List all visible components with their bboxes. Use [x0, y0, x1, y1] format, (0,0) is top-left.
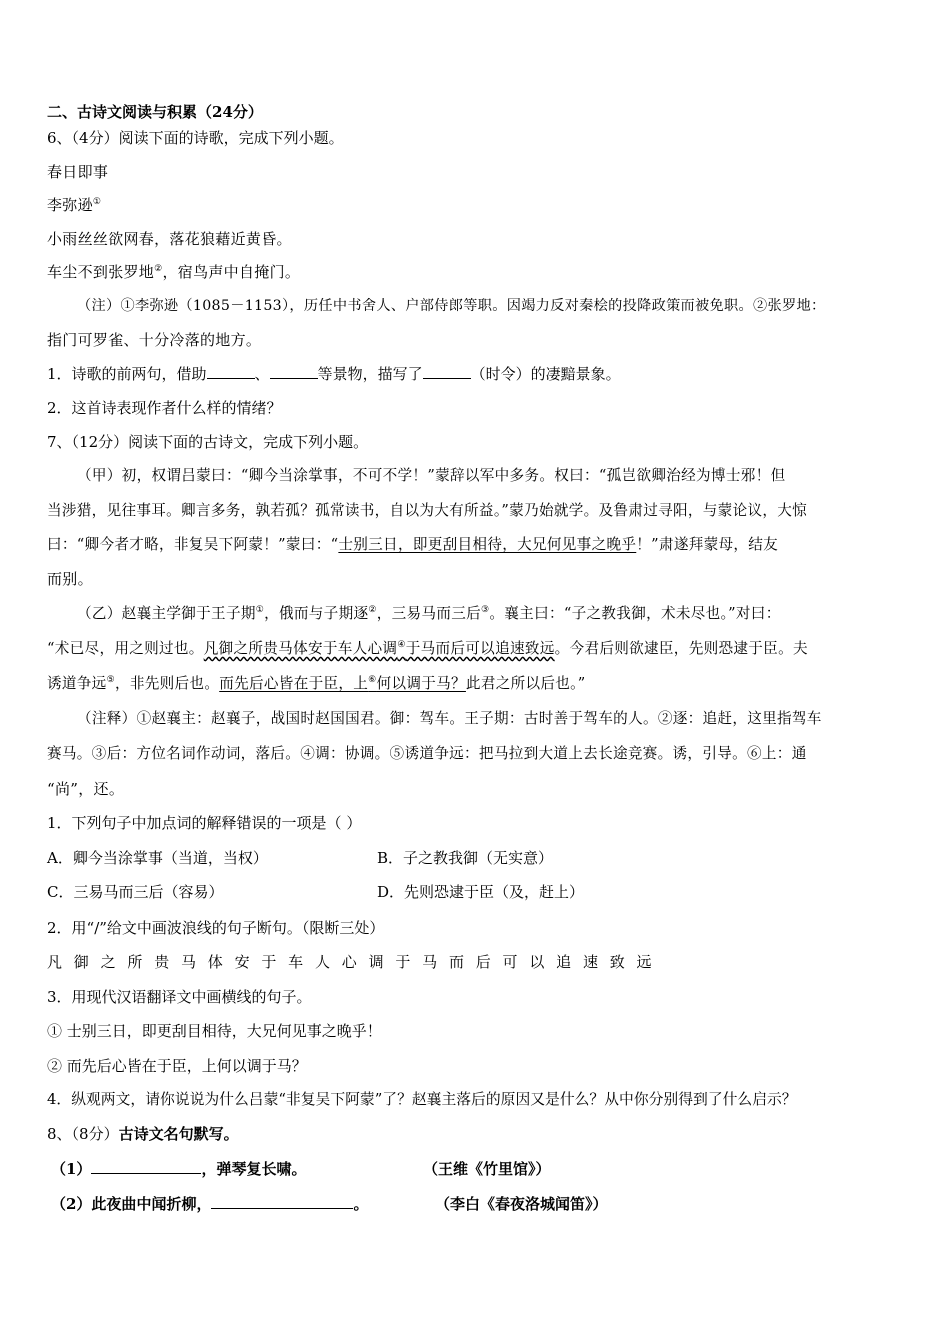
jia-text: ！”肃遂拜蒙母，结友 [636, 536, 779, 553]
sentence-char: 于 [261, 953, 277, 971]
sentence-char: 车 [288, 953, 304, 971]
q8-title: 古诗文名句默写。 [118, 1125, 239, 1143]
option-b[interactable]: B．子之教我御（无实意） [377, 849, 554, 867]
option-c[interactable]: C．三易马而三后（容易） [47, 883, 224, 901]
option-d[interactable]: D．先则恐逮于臣（及，赶上） [377, 883, 585, 901]
answer-blank[interactable] [207, 364, 255, 379]
translate-item-2: ② 而先后心皆在于臣，上何以调于马？ [47, 1057, 307, 1075]
q8-number: 8、（8分） [47, 1125, 119, 1143]
sentence-char: 以 [529, 953, 545, 971]
sentence-char: 之 [100, 953, 116, 971]
yi-text: ，非先则后也。 [114, 675, 220, 692]
passage-yi-line-3 [47, 674, 586, 694]
jia-text: 曰：“卿今者才略，非复吴下阿蒙！”蒙曰：“ [47, 536, 339, 553]
q6-sub1-text-c: 等景物，描写了 [317, 365, 423, 383]
poem-author-name: 李弥逊 [47, 196, 93, 214]
sentence-char: 远 [636, 953, 652, 971]
wavy-part: 凡御之所贵马体安于车人心调 [203, 640, 398, 657]
footnote-mark: ③ [481, 605, 490, 616]
sentence-char: 安 [234, 953, 250, 971]
answer-blank[interactable] [211, 1194, 353, 1209]
yi-text: 此君之所以后也。” [465, 675, 586, 692]
q6-subquestion-2: 2．这首诗表现作者什么样的情绪？ [47, 399, 282, 417]
footnote-mark: ① [255, 605, 265, 616]
passage-jia-line-1: （甲）初，权谓吕蒙曰：“卿今当涂掌事，不可不学！”蒙辞以军中多务。权曰：“孤岂欲卿治经为博士邪！但 [77, 467, 786, 484]
q8-l1-text: ，弹琴复长啸。 [201, 1160, 307, 1178]
sentence-char: 马 [180, 953, 196, 971]
section-title: 二、古诗文阅读与积累（24分） [47, 103, 263, 121]
q8-l2-end: 。 [353, 1195, 369, 1213]
poem-line-2 [47, 262, 300, 282]
q6-sub1-text-d: （时令）的凄黯景象。 [470, 365, 621, 383]
passage-yi-line-1 [47, 604, 781, 624]
passage-jia-line-3 [47, 535, 778, 555]
q6-subquestion-1 [47, 364, 621, 384]
q8-header [47, 1124, 239, 1144]
q7-subquestion-4: 4．纵观两文，请你说说为什么吕蒙“非复吴下阿蒙”了？赵襄主落后的原因又是什么？从中你分别得到了什么启示？ [47, 1091, 797, 1108]
q8-line-1 [47, 1159, 915, 1179]
sentence-char: 心 [341, 953, 357, 971]
yi-text: ，三易马而三后 [376, 605, 482, 622]
sentence-char: 马 [422, 953, 438, 971]
passage-jia-line-2: 当涉猎，见往事耳。卿言多务，孰若孤？孤常读书，自以为大有所益。”蒙乃始就学。及鲁肃过寻阳，与蒙论议，大惊 [47, 502, 808, 519]
yi-text: 。今君后则欲逮臣，先则恐逮于臣。夫 [554, 640, 808, 657]
yi-text: ，俄而与子期逐 [264, 605, 369, 622]
answer-blank[interactable] [423, 364, 471, 379]
q8-l1-source: （王维《竹里馆》） [423, 1160, 551, 1178]
q7-annotation-line-3: “尚”，还。 [47, 780, 125, 798]
sentence-char: 后 [475, 953, 491, 971]
q7-subquestion-1: 1．下列句子中加点词的解释错误的一项是（ ） [47, 814, 362, 832]
q8-line-2 [47, 1194, 915, 1214]
yi-text: （乙）赵襄主学御于王子期 [77, 605, 256, 622]
sentence-char: 调 [368, 953, 384, 971]
wavy-part: 于马而后可以追速致远 [405, 640, 555, 657]
q7-annotation-line-1: （注释）①赵襄主：赵襄子，战国时赵国国君。御：驾车。王子期：古时善于驾车的人。②逐：追赶，这里指驾车 [77, 710, 822, 727]
footnote-mark: ② [154, 264, 163, 274]
passage-yi-line-2 [47, 639, 808, 659]
poem-line-1: 小雨丝丝欲网春，落花狼藉近黄昏。 [47, 230, 292, 248]
answer-blank[interactable] [91, 1159, 201, 1174]
yi-text: 诱道争远 [47, 675, 107, 692]
sentence-char: 而 [448, 953, 464, 971]
q6-header: 6、（4分）阅读下面的诗歌，完成下列小题。 [47, 129, 344, 147]
q7-header: 7、（12分）阅读下面的古诗文，完成下列小题。 [47, 433, 369, 451]
poem-title: 春日即事 [47, 163, 109, 181]
q6-sub1-text-a: 1．诗歌的前两句，借助 [47, 365, 207, 383]
sentence-to-punctuate[interactable] [47, 952, 663, 972]
wavy-sentence [204, 640, 555, 657]
passage-jia-line-4: 而别。 [47, 570, 93, 588]
q7-subquestion-2: 2．用“/”给文中画波浪线的句子断句。（限断三处） [47, 919, 385, 937]
sentence-char: 凡 [47, 953, 63, 971]
footnote-mark: ④ [397, 640, 406, 651]
footnote-mark: ① [92, 197, 102, 207]
sentence-char: 可 [502, 953, 518, 971]
answer-blank[interactable] [270, 364, 318, 379]
q7-annotation-line-2: 赛马。③后：方位名词作动词，落后。④调：协调。⑤诱道争远：把马拉到大道上去长途竞赛。诱，引导。⑥上：通 [47, 745, 807, 762]
sentence-char: 贵 [154, 953, 170, 971]
sentence-char: 致 [609, 953, 625, 971]
q8-l2-source: （李白《春夜洛城闻笛》） [435, 1195, 608, 1213]
sentence-char: 速 [582, 953, 598, 971]
q6-note-line-1: （注）①李弥逊（1085－1153），历任中书舍人、户部侍郎等职。因竭力反对秦桧的投降政策而被免职。②张罗地： [77, 298, 826, 314]
footnote-mark: ② [368, 605, 377, 616]
q8-l2-text: （2）此夜曲中闻折柳， [51, 1195, 212, 1213]
sentence-char: 追 [556, 953, 572, 971]
poem-line-2-part2: ，宿鸟声中自掩门。 [162, 263, 301, 281]
q8-l1-number: （1） [51, 1160, 92, 1178]
translate-item-1: ① 士别三日，即更刮目相待，大兄何见事之晚乎！ [47, 1022, 382, 1040]
poem-author [47, 195, 101, 215]
q6-sub1-text-b: 、 [254, 365, 270, 383]
yi-text: 。襄主曰：“子之教我御，术未尽也。”对曰： [489, 605, 781, 622]
footnote-mark: ⑥ [368, 675, 377, 686]
underlined-part: 而先后心皆在于臣，上 [219, 675, 369, 692]
sentence-char: 于 [395, 953, 411, 971]
sentence-char: 人 [314, 953, 330, 971]
underlined-sentence [219, 675, 466, 692]
underlined-part: 何以调于马？ [376, 675, 466, 692]
sentence-char: 所 [127, 953, 143, 971]
yi-text: “术已尽，用之则过也。 [47, 640, 204, 657]
q6-note-line-2: 指门可罗雀、十分冷落的地方。 [47, 331, 262, 349]
option-a[interactable]: A．卿今当涂掌事（当道，当权） [47, 849, 268, 867]
sentence-char: 体 [207, 953, 223, 971]
sentence-char: 御 [73, 953, 89, 971]
q7-subquestion-3: 3．用现代汉语翻译文中画横线的句子。 [47, 988, 312, 1006]
poem-line-2-part1: 车尘不到张罗地 [47, 263, 155, 281]
footnote-mark: ⑤ [106, 675, 115, 686]
underlined-sentence: 士别三日，即更刮目相待，大兄何见事之晚乎 [338, 536, 637, 553]
